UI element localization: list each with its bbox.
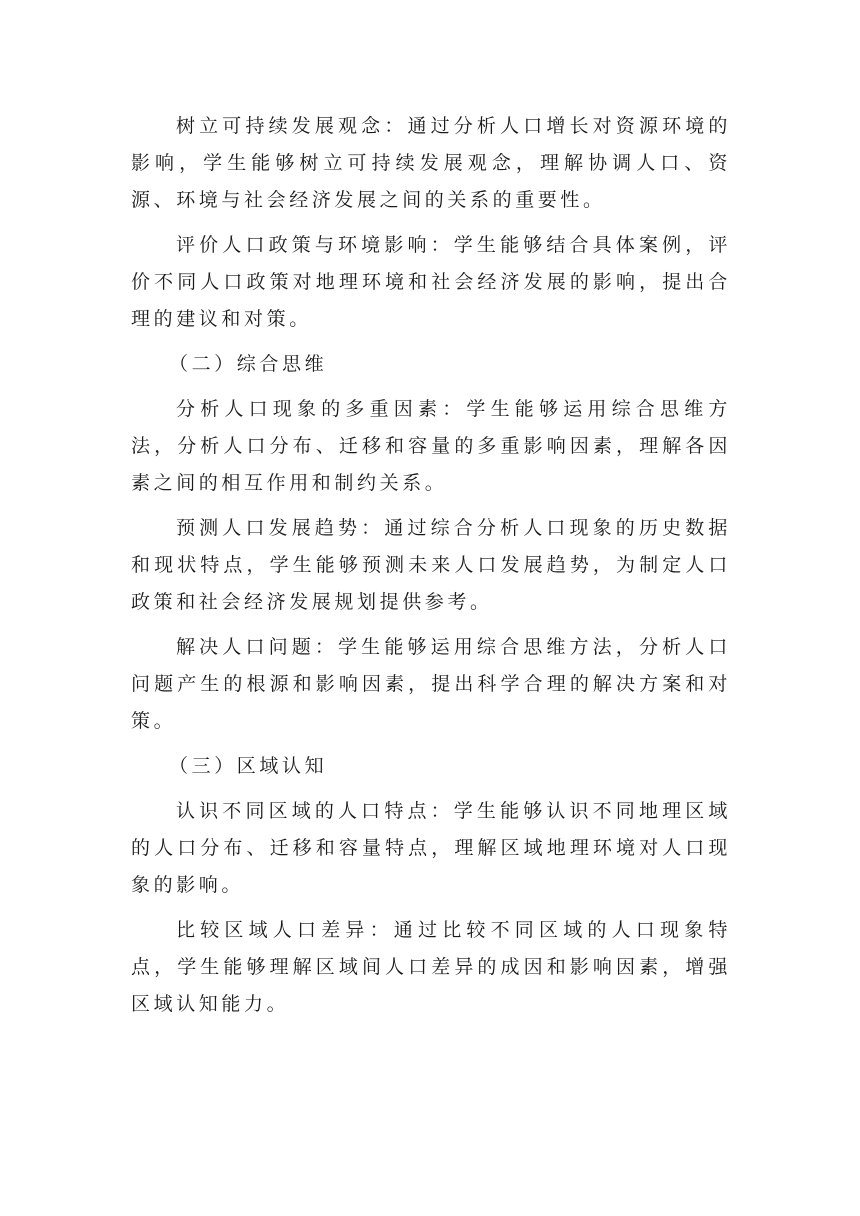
- section-heading-regional-cognition: （三）区域认知: [169, 755, 328, 777]
- paragraph-predict-trends: 预测人口发展趋势：通过综合分析人口现象的历史数据和现状特点，学生能够预测未来人口发展趋势，为制定人口政策和社会经济发展规划提供参考。: [131, 517, 731, 613]
- section-heading-integrated-thinking: （二）综合思维: [169, 353, 328, 375]
- paragraph-regional-differences: 比较区域人口差异：通过比较不同区域的人口现象特点，学生能够理解区域间人口差异的成因和影响因素，增强区域认知能力。: [131, 919, 731, 1015]
- paragraph-population-policy: 评价人口政策与环境影响：学生能够结合具体案例，评价不同人口政策对地理环境和社会经济发展的影响，提出合理的建议和对策。: [131, 234, 731, 330]
- document-body: [131, 108, 731, 1031]
- paragraph-solve-problems: 解决人口问题：学生能够运用综合思维方法，分析人口问题产生的根源和影响因素，提出科学合理的解决方案和对策。: [131, 636, 731, 732]
- paragraph-sustainable-development: 树立可持续发展观念：通过分析人口增长对资源环境的影响，学生能够树立可持续发展观念，理解协调人口、资源、环境与社会经济发展之间的关系的重要性。: [131, 115, 731, 211]
- paragraph-multiple-factors: 分析人口现象的多重因素：学生能够运用综合思维方法，分析人口分布、迁移和容量的多重影响因素，理解各因素之间的相互作用和制约关系。: [131, 398, 731, 494]
- paragraph-regional-characteristics: 认识不同区域的人口特点：学生能够认识不同地理区域的人口分布、迁移和容量特点，理解区域地理环境对人口现象的影响。: [131, 800, 731, 896]
